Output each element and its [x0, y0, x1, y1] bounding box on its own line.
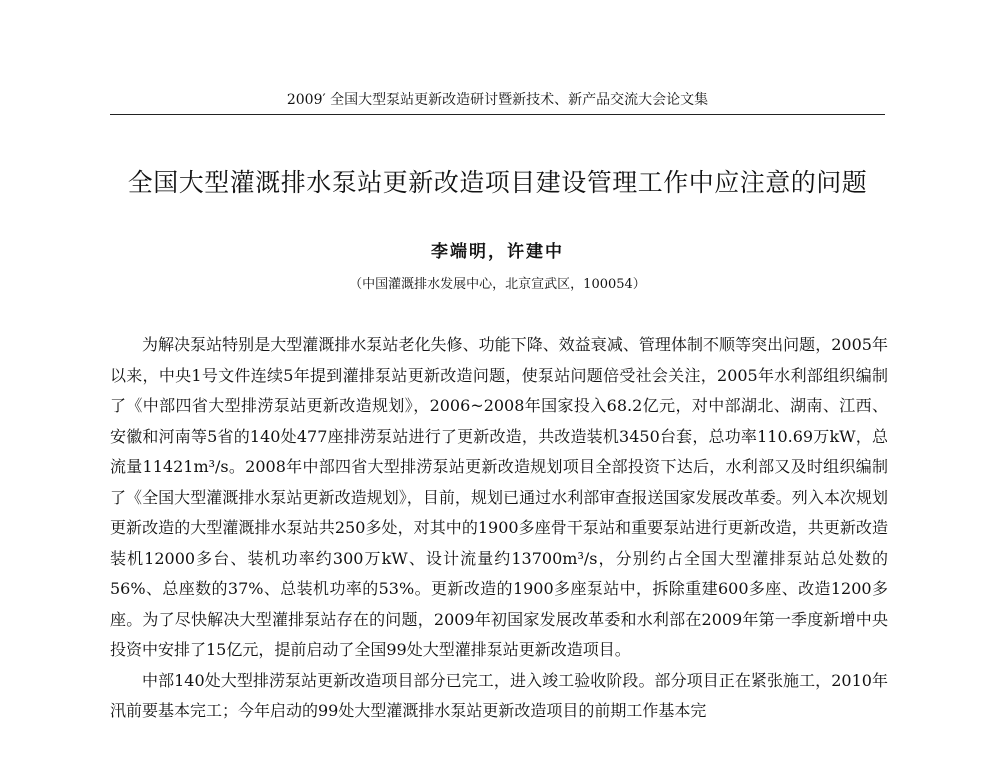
running-header: 2009′ 全国大型泵站更新改造研讨暨新技术、新产品交流大会论文集: [286, 92, 709, 108]
paper-title: 全国大型灌溉排水泵站更新改造项目建设管理工作中应注意的问题: [127, 168, 868, 197]
paragraph-2: 中部140处大型排涝泵站更新改造项目部分已完工，进入竣工验收阶段。部分项目正在紧张施工，2010年汛前要基本完工；今年启动的99处大型灌溉排水泵站更新改造项目的前期工作基本完: [110, 670, 888, 720]
affiliation: （中国灌溉排水发展中心，北京宣武区，100054）: [349, 277, 646, 292]
authors: 李端明，许建中: [431, 242, 564, 262]
paragraph-1: 为解决泵站特别是大型灌溉排水泵站老化失修、功能下降、效益衰减、管理体制不顺等突出问题，2005年以来，中央1号文件连续5年提到灌排泵站更新改造问题，使泵站问题倍受社会关注，2005年水利部组织编制了《中部四省大型排涝泵站更新改造规划》，2006~2008年国家投入68.2亿元，对中部湖北、湖南、江西、安徽和河南等5省的140处477座排涝泵站进行了更新改造，共改造装机3450台套，总功率110.69万kW，总流量11421m³/s。2008年中部四省大型排涝泵站更新改造规划项目全部投资下达后，水利部又及时组织编制了《全国大型灌溉排水泵站更新改造规划》，目前，规划已通过水利部审查报送国家发展改革委。列入本次规划更新改造的大型灌溉排水泵站共250多处，对其中的1900多座骨干泵站和重要泵站进行更新改造，共更新改造装机12000多台、装机功率约300万kW、设计流量约13700m³/s，分别约占全国大型灌排泵站总处数的56%、总座数的37%、总装机功率的53%。更新改造的1900多座泵站中，拆除重建600多座、改造1200多座。为了尽快解决大型灌排泵站存在的问题，2009年初国家发展改革委和水利部在2009年第一季度新增中央投资中安排了15亿元，提前启动了全国99处大型灌排泵站更新改造项目。: [110, 335, 888, 659]
body-text: [110, 330, 888, 727]
header-rule: [110, 114, 885, 115]
